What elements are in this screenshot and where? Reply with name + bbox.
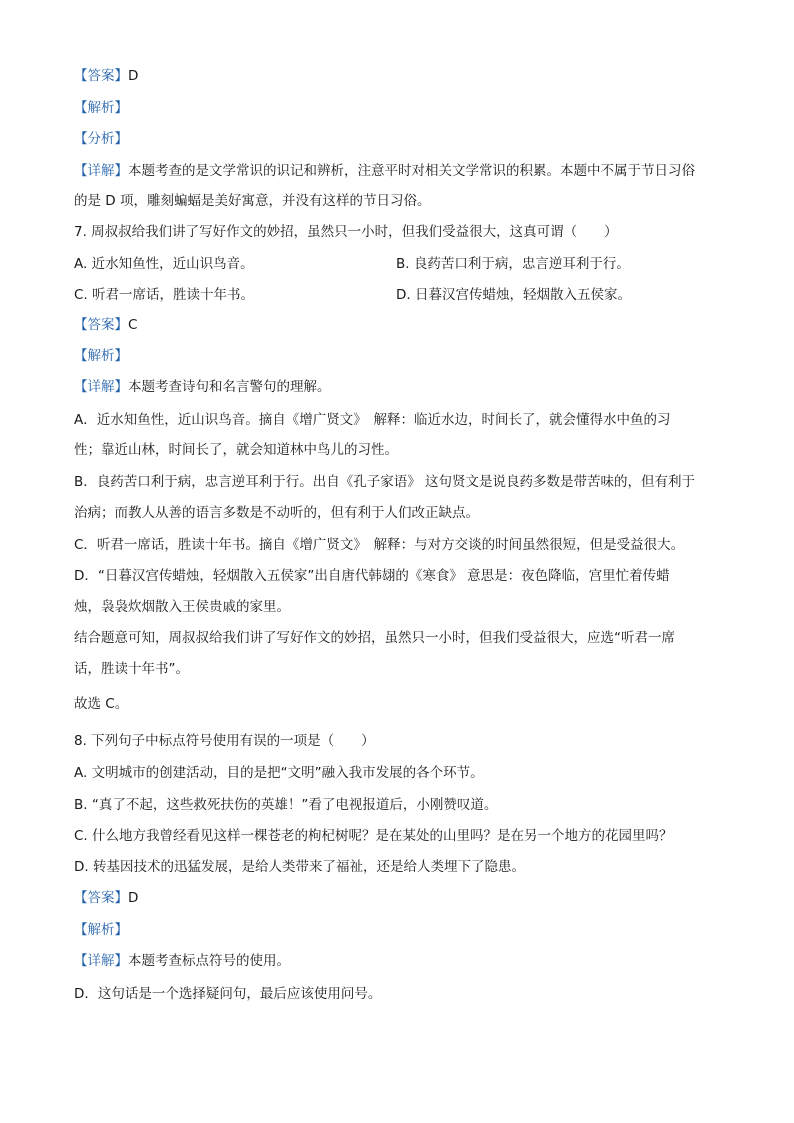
answer-tag: 【答案】 (74, 68, 128, 84)
q8-answer-line (74, 888, 138, 908)
q7-explain-line: A．近水知鱼性，近山识鸟音。摘自《增广贤文》 解释：临近水边，时间长了，就会懂得水中鱼的习 (74, 412, 671, 428)
q8-detail-line (74, 951, 290, 971)
detail-text: 本题考查标点符号的使用。 (128, 953, 290, 969)
answer-value: C (128, 317, 138, 333)
q6-detail-line-1 (74, 161, 695, 181)
answer-value: D (128, 68, 139, 84)
q7-explain-line: C．听君一席话，胜读十年书。摘自《增广贤文》 解释：与对方交谈的时间虽然很短，但是受益很大。 (74, 537, 685, 553)
q8-option-a: A. 文明城市的创建活动，目的是把“文明”融入我市发展的各个环节。 (74, 765, 484, 781)
q7-stem: 7. 周叔叔给我们讲了写好作文的妙招，虽然只一小时，但我们受益很大，这真可谓（ ） (74, 224, 618, 240)
q7-option-a: A. 近水知鱼性，近山识鸟音。 (74, 256, 254, 272)
q7-answer-line (74, 315, 137, 335)
detail-tag: 【详解】 (74, 163, 128, 179)
answer-value: D (128, 890, 139, 906)
q8-option-d: D. 转基因技术的迅猛发展，是给人类带来了福祉，还是给人类埋下了隐患。 (74, 859, 525, 875)
q8-option-c: C. 什么地方我曾经看见这样一棵苍老的枸杞树呢？是在某处的山里吗？是在另一个地方的花园里吗？ (74, 828, 673, 844)
q7-explain-line: 烛，袅袅炊烟散入王侯贵戚的家里。 (74, 599, 290, 615)
q8-stem: 8. 下列句子中标点符号使用有误的一项是（ ） (74, 733, 375, 749)
detail-text: 本题考查诗句和名言警句的理解。 (128, 379, 331, 395)
q7-explain-line: D．“日暮汉宫传蜡烛，轻烟散入五侯家”出自唐代韩翃的《寒食》 意思是：夜色降临，宫里忙着传蜡 (74, 568, 670, 584)
q7-option-d: D. 日暮汉宫传蜡烛，轻烟散入五侯家。 (396, 287, 631, 303)
q7-explain-line: 话，胜读十年书”。 (74, 661, 189, 677)
detail-tag: 【详解】 (74, 953, 128, 969)
q8-option-b: B. “真了不起，这些救死扶伤的英雄！”看了电视报道后，小刚赞叹道。 (74, 797, 498, 813)
q7-explain-line: B．良药苦口利于病，忠言逆耳利于行。出自《孔子家语》 这句贤文是说良药多数是带苦味的，但有利于 (74, 474, 696, 490)
q7-explain-line: 结合题意可知，周叔叔给我们讲了写好作文的妙招，虽然只一小时，但我们受益很大，应选“听君一席 (74, 630, 675, 646)
q7-option-c: C. 听君一席话，胜读十年书。 (74, 287, 255, 303)
q7-option-b: B. 良药苦口利于病，忠言逆耳利于行。 (396, 256, 630, 272)
analysis-heading: 【解析】 (74, 100, 128, 116)
q7-conclusion: 故选 C。 (74, 696, 129, 712)
q8-explain-line: D．这句话是一个选择疑问句，最后应该使用问号。 (74, 986, 382, 1002)
q6-detail-line-2: 的是 D 项，雕刻蝙蝠是美好寓意，并没有这样的节日习俗。 (74, 193, 431, 209)
q7-explain-line: 治病；而教人从善的语言多数是不动听的，但有利于人们改正缺点。 (74, 505, 479, 521)
q6-answer-line (74, 66, 138, 86)
q7-detail-line (74, 377, 331, 397)
answer-tag: 【答案】 (74, 890, 128, 906)
analysis-heading: 【解析】 (74, 348, 128, 364)
detail-text: 本题考查的是文学常识的识记和辨析，注意平时对相关文学常识的积累。本题中不属于节日习俗 (128, 163, 695, 179)
fenxi-heading: 【分析】 (74, 131, 128, 147)
answer-tag: 【答案】 (74, 317, 128, 333)
detail-tag: 【详解】 (74, 379, 128, 395)
analysis-heading: 【解析】 (74, 922, 128, 938)
q7-explain-line: 性；靠近山林，时间长了，就会知道林中鸟儿的习性。 (74, 442, 398, 458)
